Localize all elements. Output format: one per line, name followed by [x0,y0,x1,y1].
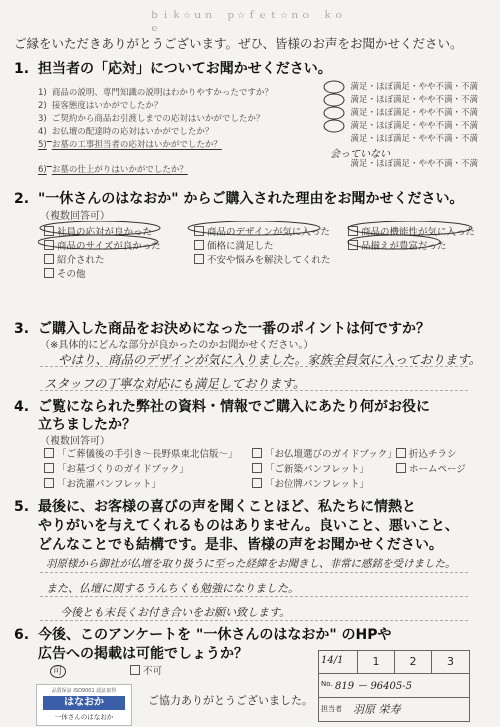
q3-heading [14,318,430,338]
q2-option[interactable]: 不安や悩みを解決してくれた [194,252,331,266]
grid-col: 3 [431,651,469,673]
q6-option-yes[interactable]: 可 [50,663,66,677]
thanks-text: ご協力ありがとうございました。 [148,694,313,707]
q5-answer-line-1: 羽原様から御社が仏壇を取り扱うに至った経緯をお聞きし、非常に感銘を受けました。 [46,558,456,570]
q1-heading [14,58,332,78]
q5-title-line2: やりがいを与えてくれるものはありません。良いこと、悪いこと、 [38,518,459,534]
checkbox-icon [396,448,406,458]
q3-number: 3. [14,321,30,337]
q2-note: （複数回答可） [40,211,110,222]
q3-answer-line-2: スタッフの丁寧な対応にも満足しております。 [44,376,306,391]
q5-heading [14,496,416,516]
office-use-grid [318,650,470,722]
q5-answer-line-3: 今後とも末長くお付き合いをお願い致します。 [60,606,291,619]
intro-text: ご縁をいただきありがとうございます。ぜひ、皆様のお声をお聞かせください。 [14,36,463,51]
q6-title-line1: 今後、このアンケートを "一休さんのはなおか" のHPや [38,627,392,643]
q1-handwritten-note: 会っていない [330,149,390,160]
q6-title-line2: 広告への掲載は可能でしょうか？ [38,646,248,662]
q1-title: 担当者の「応対」についてお聞かせください。 [38,61,332,77]
q1-item: 1) 商品の説明、専門知識の説明はわかりやすかったですか？ 満足・ほぼ満足・やや不満・不満 [38,82,478,98]
q2-option[interactable]: 価格に満足した [194,238,274,252]
checkbox-icon [130,665,140,675]
q1-answer-marks [320,80,350,160]
grid-no-value: 819 ー 96405-5 [335,681,412,692]
checkbox-icon [44,268,54,278]
q2-answer-marks [38,221,478,261]
checkbox-icon [44,463,54,473]
q4-option[interactable]: 「ご葬儀後の手引き～長野県東北信版～」 [44,446,238,460]
q3-answer-line-1: やはり、商品のデザインが気に入りました。家族全員気に入っております。 [58,352,482,367]
q4-note: （複数回答可） [40,436,110,447]
q2-option[interactable]: 社員の応対が良かった [44,224,152,238]
q1-scale[interactable]: 満足・ほぼ満足・やや不満・不満 [350,121,478,131]
q3-note: （※具体的にどんな部分が良かったのかお聞かせください。） [40,340,314,351]
q5-answer-line [40,572,468,573]
q2-title: "一休さんのはなおか" からご購入された理由をお聞かせください。 [38,191,464,207]
q2-heading [14,188,463,208]
checkbox-icon [252,463,262,473]
q4-option[interactable]: 「お仏壇選びのガイドブック」 [252,446,397,460]
q1-items [38,80,478,175]
q4-heading [14,396,430,416]
q2-number: 2. [14,191,30,207]
q3-title: ご購入した商品をお決めになった一番のポイントは何ですか？ [38,321,430,337]
grid-col: 2 [394,651,431,673]
q4-option[interactable]: 「お墓づくりのガイドブック」 [44,461,189,475]
q4-option[interactable]: 折込チラシ [396,446,457,460]
grid-staff-label: 担当者 [321,705,342,713]
q1-item-struck: 5) お墓の工事担当者の応対はいかがでしたか？ 満足・ほぼ満足・やや不満・不満 [38,134,478,150]
q5-title-line1: 最後に、お客様の喜びの声を聞くことほど、私たちに情熱と [38,499,416,515]
q4-option[interactable]: 「お洗濯パンフレット」 [44,476,161,490]
q4-option[interactable]: ホームページ [396,461,466,475]
q4-option[interactable]: 「ご新築パンフレット」 [252,461,369,475]
q5-number: 5. [14,499,30,515]
checkbox-icon [44,448,54,458]
q5-answer-line-2: また、仏壇に関するうんちくも勉強になりました。 [46,582,299,595]
q6-heading [14,624,391,644]
q4-title-line2: 立ちましたか？ [38,417,136,433]
checkbox-icon [252,478,262,488]
grid-no-label: No. [321,680,333,688]
q2-option[interactable]: 商品のサイズが良かった [44,238,161,252]
grid-staff-value: 羽原 栄寿 [353,703,401,716]
q1-number: 1. [14,61,30,77]
q1-item: 2) 接客態度はいかがでしたか？ 満足・ほぼ満足・やや不満・不満 [38,95,478,111]
q1-scale[interactable]: 満足・ほぼ満足・やや不満・不満 [350,134,478,144]
logo-brand: はなおか [43,696,125,710]
q2-option[interactable]: 品揃えが豊富だった [348,238,447,252]
checkbox-icon [44,478,54,488]
q1-item: 4) お仏壇の配達時の応対はいかがでしたか？ 満足・ほぼ満足・やや不満・不満 [38,121,478,137]
company-logo: 品質保証 ISO9001 認証取得 はなおか 一休さんのはなおか [36,684,132,726]
q1-item: 3) ご契約から商品お引渡しまでの応対はいかがでしたか？ 満足・ほぼ満足・やや不満・不満 [38,108,478,124]
q1-scale[interactable]: 満足・ほぼ満足・やや不満・不満 [350,159,478,169]
checkbox-icon [396,463,406,473]
grid-col: 1 [357,651,394,673]
q2-option[interactable]: 紹介された [44,252,105,266]
checkbox-icon [252,448,262,458]
grid-date: 14/1 [321,655,344,666]
q1-scale[interactable]: 満足・ほぼ満足・やや不満・不満 [350,108,478,118]
q4-option[interactable]: 「お位牌パンフレット」 [252,476,369,490]
q5-answer-line [40,596,468,597]
q1-scale[interactable]: 満足・ほぼ満足・やや不満・不満 [350,82,478,92]
q1-scale[interactable]: 満足・ほぼ満足・やや不満・不満 [350,95,478,105]
header-decoration: ｂｉｋ☆ｕｎ ｐ☆ｆｅｔ☆ｎｏ ｋｏｅ [150,11,346,34]
q2-option[interactable]: その他 [44,266,86,280]
q6-option-no[interactable]: 不可 [130,663,162,677]
q1-item-struck: 6) お墓の仕上がりはいかがでしたか？ 満足・ほぼ満足・やや不満・不満 [38,159,478,175]
q6-number: 6. [14,627,30,643]
q4-number: 4. [14,399,30,415]
q4-title-line1: ご覧になられた弊社の資料・情報でご購入にあたり何がお役に [38,399,430,415]
q4-options [44,446,484,491]
q5-answer-line [40,620,468,621]
q2-option[interactable]: 商品の機能性が気に入った [348,224,475,238]
q5-title-line3: どんなことでも結構です。是非、皆様の声をお聞かせください。 [38,537,443,553]
q2-option[interactable]: 商品のデザインが気に入った [194,224,330,238]
